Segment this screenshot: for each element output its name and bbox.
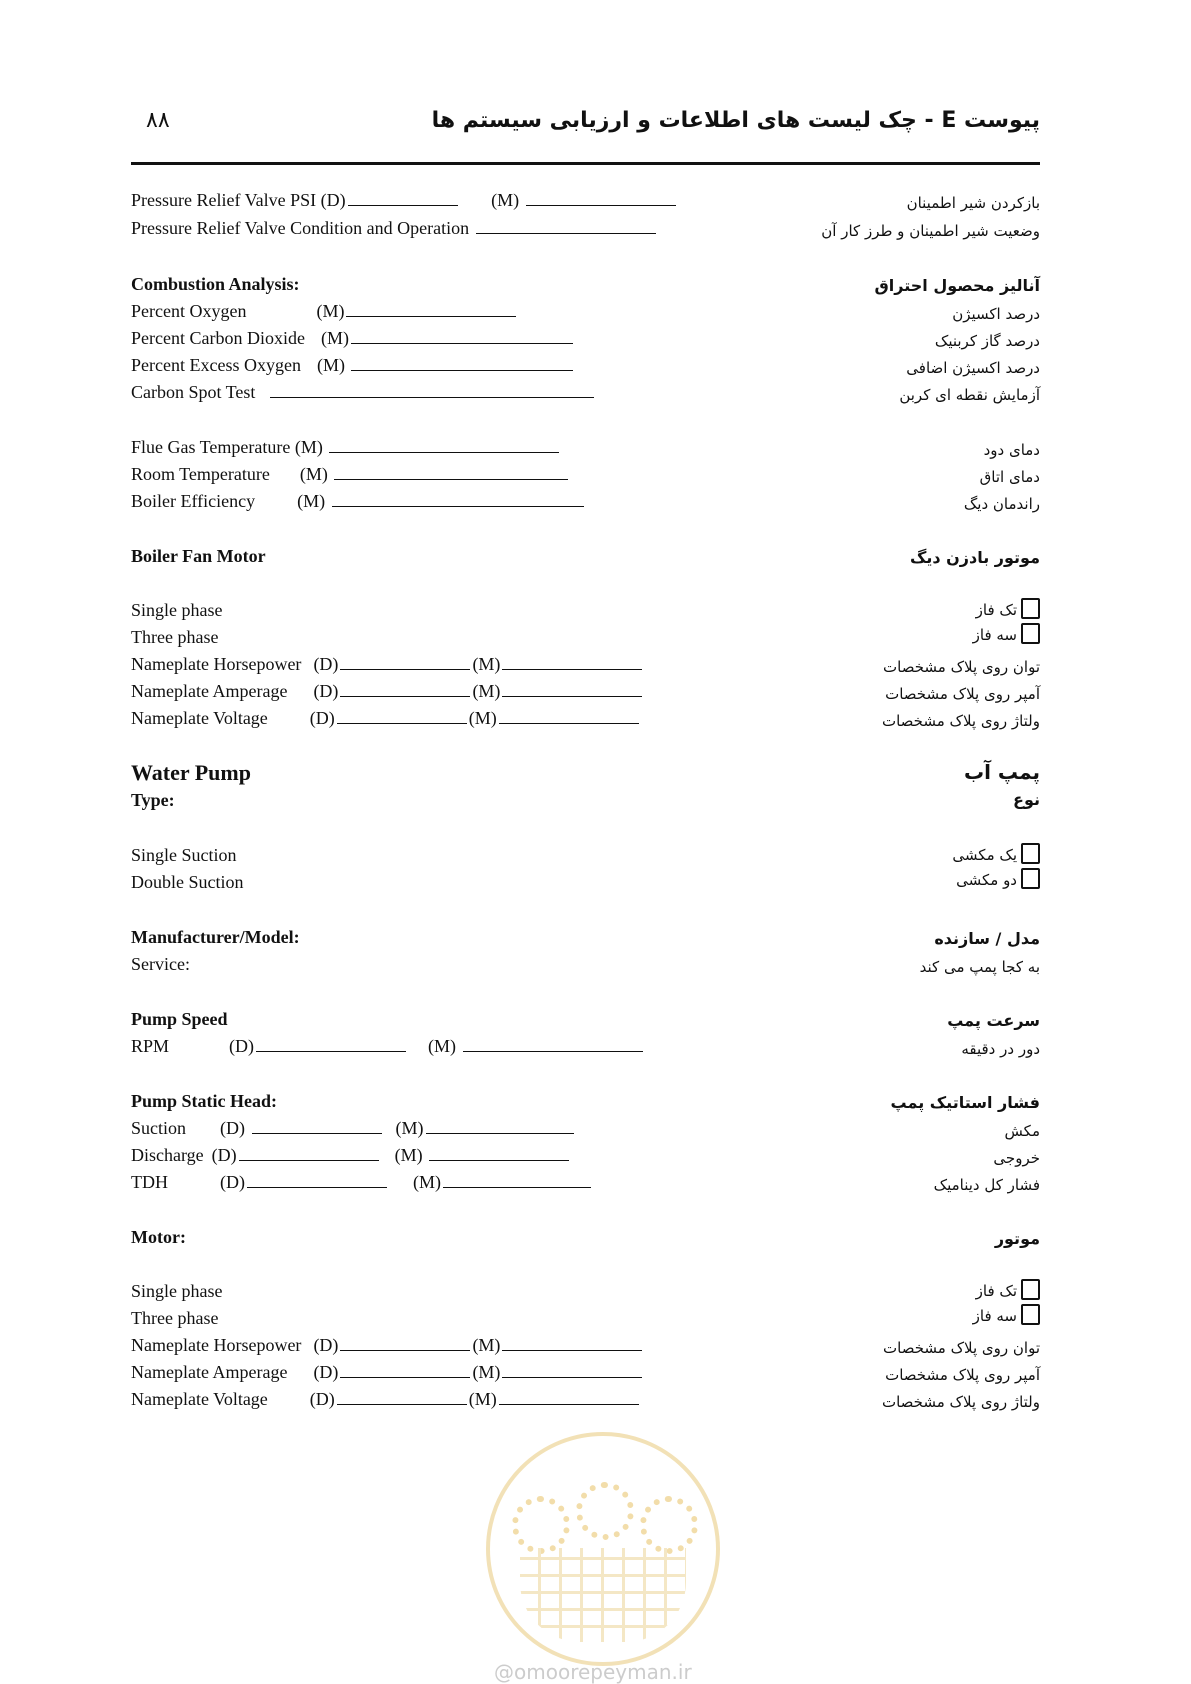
form-row-fa: خروجی	[993, 1149, 1040, 1167]
seal-grid	[520, 1548, 686, 1642]
option-label: Single phase	[131, 600, 223, 620]
d-field[interactable]	[256, 1037, 406, 1052]
m-field[interactable]	[499, 1390, 639, 1405]
field-label: Service:	[131, 954, 190, 974]
form-row: Room Temperature (M)	[131, 464, 570, 485]
form-row-fa: ولتاژ روی پلاک مشخصات	[881, 712, 1040, 730]
gear-icon	[576, 1482, 634, 1540]
checkbox-icon[interactable]	[1021, 598, 1040, 619]
form-row-fa: مکش	[1004, 1122, 1040, 1140]
form-row: Boiler Efficiency (M)	[131, 491, 586, 512]
m-field[interactable]	[332, 492, 584, 507]
field[interactable]	[270, 383, 594, 398]
field-heading: Manufacturer/Model:	[131, 927, 300, 947]
field[interactable]	[476, 219, 656, 234]
d-field[interactable]	[239, 1146, 379, 1161]
gear-icon	[512, 1496, 570, 1554]
d-field[interactable]	[340, 1363, 470, 1378]
form-row-fa: دمای اتاق	[979, 468, 1040, 486]
page-number: ۸۸	[146, 108, 170, 133]
form-row: Nameplate Voltage (D) (M)	[131, 708, 641, 729]
section-title-fa: پمپ آب	[963, 760, 1040, 784]
form-row-fa: توان روی پلاک مشخصات	[883, 1339, 1040, 1357]
form-row-fa: دمای دود	[983, 441, 1040, 459]
section-title: Water Pump	[131, 760, 251, 785]
option-label: Double Suction	[131, 872, 244, 892]
field-heading-fa: نوع	[1013, 790, 1040, 809]
section-heading: Boiler Fan Motor	[131, 546, 266, 566]
form-row-fa: ولتاژ روی پلاک مشخصات	[881, 1393, 1040, 1411]
section-heading-fa: آنالیز محصول احتراق	[874, 276, 1040, 295]
m-field[interactable]	[443, 1173, 591, 1188]
section-heading-fa: موتور بادزن دیگ	[909, 548, 1040, 567]
m-field[interactable]	[499, 709, 639, 724]
checkbox-row[interactable]: تک فاز	[976, 1279, 1040, 1300]
form-row-fa: دور در دقیقه	[961, 1040, 1040, 1058]
d-field[interactable]	[340, 1336, 470, 1351]
form-row-fa: توان روی پلاک مشخصات	[883, 658, 1040, 676]
m-field[interactable]	[502, 1363, 642, 1378]
checkbox-row[interactable]: تک فاز	[976, 598, 1040, 619]
option-label: Three phase	[131, 627, 219, 647]
form-row: Percent Carbon Dioxide (M)	[131, 328, 575, 349]
form-row: Carbon Spot Test	[131, 382, 596, 403]
form-row: Nameplate Horsepower (D) (M)	[131, 1335, 644, 1356]
m-field[interactable]	[346, 302, 516, 317]
checkbox-row[interactable]: دو مکشی	[956, 868, 1040, 889]
form-row-fa: درصد اکسیژن	[952, 305, 1040, 323]
watermark-seal	[486, 1432, 720, 1666]
d-field[interactable]	[252, 1119, 382, 1134]
form-row: TDH (D) (M)	[131, 1172, 593, 1193]
form-row: Pressure Relief Valve Condition and Operation	[131, 218, 658, 239]
watermark-text: @omoorepeyman.ir	[494, 1660, 692, 1684]
d-field[interactable]	[337, 1390, 467, 1405]
header-rule	[131, 162, 1040, 165]
option-label: Three phase	[131, 1308, 219, 1328]
section-heading-fa: موتور	[994, 1229, 1040, 1248]
m-field[interactable]	[329, 438, 559, 453]
checkbox-row[interactable]: سه فاز	[973, 623, 1040, 644]
m-field[interactable]	[426, 1119, 574, 1134]
form-row-fa: آزمایش نقطه ای کربن	[899, 386, 1040, 404]
section-heading: Motor:	[131, 1227, 186, 1247]
form-row-fa: آمپر روی پلاک مشخصات	[885, 1366, 1040, 1384]
page-title: پیوست E - چک لیست های اطلاعات و ارزیابی سیستم ها	[431, 108, 1040, 133]
field-heading-fa: مدل / سازنده	[934, 929, 1040, 948]
checkbox-icon[interactable]	[1021, 868, 1040, 889]
form-row-fa: راندمان دیگ	[963, 495, 1040, 513]
d-field[interactable]	[340, 655, 470, 670]
section-heading: Combustion Analysis:	[131, 274, 300, 294]
checkbox-icon[interactable]	[1021, 623, 1040, 644]
form-row-fa: آمپر روی پلاک مشخصات	[885, 685, 1040, 703]
gear-icon	[640, 1496, 698, 1554]
form-row-fa: وضعیت شیر اطمینان و طرز کار آن	[821, 222, 1040, 240]
form-row: Discharge (D) (M)	[131, 1145, 571, 1166]
option-label: Single Suction	[131, 845, 237, 865]
form-row: Flue Gas Temperature (M)	[131, 437, 561, 458]
form-row-fa: درصد گاز کربنیک	[934, 332, 1040, 350]
m-field[interactable]	[429, 1146, 569, 1161]
field-heading: Pump Static Head:	[131, 1091, 277, 1111]
checkbox-icon[interactable]	[1021, 843, 1040, 864]
m-field[interactable]	[526, 191, 676, 206]
d-field[interactable]	[247, 1173, 387, 1188]
form-row: RPM (D) (M)	[131, 1036, 645, 1057]
checkbox-row[interactable]: سه فاز	[973, 1304, 1040, 1325]
d-field[interactable]	[337, 709, 467, 724]
form-row: Percent Excess Oxygen (M)	[131, 355, 575, 376]
form-row: Pressure Relief Valve PSI (D) (M)	[131, 190, 678, 211]
checkbox-icon[interactable]	[1021, 1304, 1040, 1325]
m-field[interactable]	[351, 329, 573, 344]
form-row: Nameplate Amperage (D) (M)	[131, 681, 644, 702]
form-row: Nameplate Amperage (D) (M)	[131, 1362, 644, 1383]
option-label: Single phase	[131, 1281, 223, 1301]
m-field[interactable]	[502, 655, 642, 670]
m-field[interactable]	[502, 682, 642, 697]
d-field[interactable]	[348, 191, 458, 206]
m-field[interactable]	[334, 465, 568, 480]
field-heading: Type:	[131, 790, 175, 810]
form-row-fa: بازکردن شیر اطمینان	[906, 194, 1040, 212]
checkbox-icon[interactable]	[1021, 1279, 1040, 1300]
m-field[interactable]	[463, 1037, 643, 1052]
m-field[interactable]	[502, 1336, 642, 1351]
d-field[interactable]	[340, 682, 470, 697]
form-row: Nameplate Horsepower (D) (M)	[131, 654, 644, 675]
form-row: Percent Oxygen (M)	[131, 301, 518, 322]
form-row: Suction (D) (M)	[131, 1118, 576, 1139]
form-row-fa: فشار کل دینامیک	[933, 1176, 1040, 1194]
field-heading-fa: فشار استاتیک پمپ	[890, 1093, 1040, 1112]
form-row-fa: درصد اکسیژن اضافی	[906, 359, 1040, 377]
field-heading-fa: سرعت پمپ	[947, 1011, 1040, 1030]
m-field[interactable]	[351, 356, 573, 371]
checkbox-row[interactable]: یک مکشی	[952, 843, 1040, 864]
field-label-fa: به کجا پمپ می کند	[919, 958, 1040, 976]
field-heading: Pump Speed	[131, 1009, 228, 1029]
form-row: Nameplate Voltage (D) (M)	[131, 1389, 641, 1410]
